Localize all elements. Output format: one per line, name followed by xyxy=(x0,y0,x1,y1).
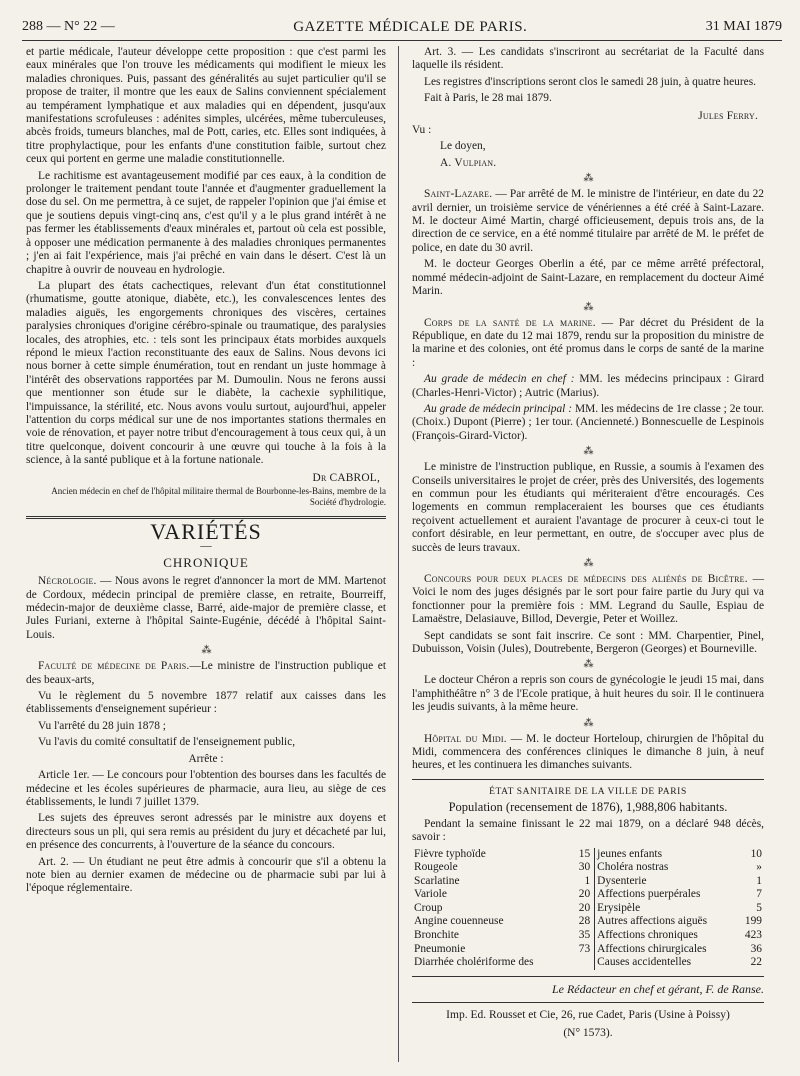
issue-number: (N° 1573). xyxy=(563,1026,613,1039)
mortality-count: 73 xyxy=(578,942,591,955)
mortality-count: 423 xyxy=(744,929,762,942)
concours-text: — Voici le nom des juges désignés par le sort pour faire partie du Jury qui va fonctionner pour la première fois : MM. Legrand du Saulle, Espiau de Lamaëstre, Delasiauve, Billod, Devergie, Peter et Woillez. xyxy=(412,573,764,626)
mortality-count: 15 xyxy=(578,847,591,860)
issue-date: 31 MAI 1879 xyxy=(705,19,782,34)
mortality-count: 10 xyxy=(750,847,762,860)
separator-stars: ⁂ xyxy=(583,659,593,671)
grade-paragraph xyxy=(412,403,764,443)
mortality-cause: Diarrhée cholériforme des xyxy=(414,956,534,969)
mortality-count: 199 xyxy=(744,915,762,928)
column-divider xyxy=(398,46,399,1062)
mortality-cause: Pneumonie xyxy=(414,942,466,955)
mortality-cause: Autres affections aiguës xyxy=(597,915,708,928)
mortality-table xyxy=(412,848,764,970)
mortality-cause: Affections chirurgicales xyxy=(597,942,707,955)
cheron-paragraph: Le docteur Chéron a repris son cours de gynécologie le jeudi 15 mai, dans l'amphithéâtre n° 3 de l'Ecole pratique, à huit heures du soir. Il le continuera les jeudis suivants, à la même heure. xyxy=(412,674,764,714)
mortality-row xyxy=(412,888,764,902)
fait-a-paris: Fait à Paris, le 28 mai 1879. xyxy=(424,92,552,105)
section-rule xyxy=(412,976,764,977)
saint-lazare-paragraph xyxy=(412,188,764,255)
article-paragraph: Le rachitisme est avantageusement modifié par ces eaux, à la condition de prolonger le traitement pendant toute l'année et d'augmenter graduellement la dose du sel. On me permettra, à ce sujet, de rappeler l'opinion que j'ai émise et que je soutiens depuis vingt-cinq ans, c'est qu'il y a le plus grand intérêt à ne pas fermer les établissements d'eaux minérales et, partout où cela est possible, à opposer une médication permanente à des maladies chroniques permanentes ; j'en ai fait l'expérience, mais j'ai prêché en vain dans le désert. C'est là un chapitre à ouvrir de nouveau en hydrologie. xyxy=(26,169,386,276)
page-number: 288 — N° 22 — xyxy=(22,19,115,34)
mortality-row xyxy=(412,915,764,929)
grade-paragraph xyxy=(412,373,764,400)
vu-line: Vu l'arrêté du 28 juin 1878 ; xyxy=(38,719,166,732)
candidats-paragraph: Sept candidats se sont fait inscrire. Ce sont : MM. Charpentier, Pinel, Dubuisson, Voisin (Jules), Doutrebente, Bergeron (Georges) et Bourneville. xyxy=(412,629,764,656)
mortality-count: 35 xyxy=(578,929,591,942)
mortality-row xyxy=(412,902,764,916)
page-header xyxy=(22,14,782,41)
mortality-count: » xyxy=(756,861,762,874)
section-subtitle-chronique: CHRONIQUE xyxy=(163,554,249,570)
section-rule xyxy=(412,779,764,780)
mortality-count: 5 xyxy=(756,901,762,914)
midi-text: — M. le docteur Horteloup, chirurgien de l'hôpital du Midi, commencera des conférences cliniques le dimanche 8 juin, à neuf heures, et les continuera les dimanches suivants. xyxy=(412,732,764,772)
grade-text: MM. les médecins principaux : Girard (Charles-Henri-Victor) ; Autric (Marius). xyxy=(412,373,764,399)
vu-label: Vu : xyxy=(412,124,432,137)
mortality-cause: Affections puerpérales xyxy=(597,888,701,901)
mortality-cause: Dysenterie xyxy=(597,874,647,887)
section-rule xyxy=(412,1002,764,1003)
vu-line: Vu l'avis du comité consultatif de l'enseignement public, xyxy=(38,736,296,749)
faculte-text: —Le ministre de l'instruction publique et des beaux-arts, xyxy=(26,660,386,686)
mortality-cause: jeunes enfants xyxy=(597,847,663,860)
mortality-count: 30 xyxy=(578,861,591,874)
mortality-count: 1 xyxy=(756,874,762,887)
marine-text: — Par décret du Président de la République, en date du 12 mai 1879, rendu sur la proposition du ministre de la marine et des colonies, ont été promus dans le corps de santé de la marine : xyxy=(412,316,764,369)
mortality-cause: Affections chroniques xyxy=(597,929,698,942)
concours-paragraph xyxy=(412,573,764,627)
necrologie-paragraph xyxy=(26,575,386,642)
editor-line: Le Rédacteur en chef et gérant, F. de Ranse. xyxy=(551,981,764,996)
author-signature: Dr CABROL, xyxy=(312,471,380,484)
mortality-row xyxy=(412,875,764,889)
marine-label: Corps de la santé de la marine. xyxy=(424,316,596,329)
necrologie-text: — Nous avons le regret d'annoncer la mort de MM. Martenot de Cordoux, médecin principal de première classe, en retraite, Bourreiff, médecin-major de deuxième classe, Barré, aide-major de première classe, et Jules Furiani, externe à l'hôpital Sainte-Eugénie, décédé à l'hôpital Saint-Louis. xyxy=(26,575,386,641)
mortality-count: 20 xyxy=(578,888,591,901)
midi-label: Hôpital du Midi. xyxy=(424,732,507,745)
separator-stars: ⁂ xyxy=(583,301,593,313)
article-clause: Article 1er. — Le concours pour l'obtention des bourses dans les facultés de médecine et les écoles supérieures de pharmacie, aura lieu, au siège de ces établissements, le lundi 7 juillet 1379. xyxy=(26,769,386,808)
article-clause: Art. 2. — Un étudiant ne peut être admis à concourir que s'il a obtenu la note bien au dernier examen de médecine ou de pharmacie subi par lui à l'époque réglementaire. xyxy=(26,855,386,895)
mortality-row xyxy=(412,929,764,943)
etat-sanitaire-title: ÉTAT SANITAIRE DE LA VILLE DE PARIS xyxy=(489,786,687,797)
grade-text: MM. les médecins de 1re classe ; 2e tour. (Choix.) Dupont (Pierre) ; 1er tour. (Ancienneté.) Bonnescuelle de Lespinois (François-Girard-Victor). xyxy=(412,402,764,442)
mortality-row xyxy=(412,848,764,862)
separator-stars: ⁂ xyxy=(583,558,593,569)
mortality-cause: Choléra nostras xyxy=(597,861,669,874)
vu-line: Vu le règlement du 5 novembre 1877 relatif aux caisses dans les établissements d'enseignement supérieur : xyxy=(26,690,386,716)
mortality-row xyxy=(412,943,764,957)
mortality-count: 20 xyxy=(578,901,591,914)
article-paragraph: La plupart des états cachectiques, relevant d'un état constitutionnel (rhumatisme, goutte atonique, diabète, etc.), les convalescences lentes des maladies aiguës, les engorgements chroniques des viscères, certaines paralysies chroniques d'origine cérébro-spinale ou traumatique, des paralysies locales, des atrophies, etc. : tels sont les principaux états morbides auxquels répond le mieux l'action reconstituante des eaux de Salins. Nous devons ici nous borner à cette simple énumération, tout en rendant un juste hommage à l'intérêt des observations rapportées par M. Dumoulin. Nous ne ferons aussi que mentionner son étude sur le diabète, la cachexie syphilitique, l'impuissance, la stérilité, etc. Nous avons voulu surtout, aujourd'hui, appeler l'attention du corps médical sur une de nos importantes stations thermales en voie de rénovation, et payer notre tribut d'encouragement à tous ceux qui, à un titre quelconque, doivent concourir à une œuvre qui touche à la fois à la science, à la santé publique et à la fortune nationale. xyxy=(26,279,386,467)
grade-label: Au grade de médecin principal : xyxy=(424,402,573,415)
separator-stars: ⁂ xyxy=(201,645,211,657)
mortality-cause: Croup xyxy=(414,901,443,914)
journal-title: GAZETTE MÉDICALE DE PARIS. xyxy=(293,18,528,35)
necrologie-label: Nécrologie. xyxy=(38,575,97,588)
concours-label: Concours pour deux places de médecins des aliénés de Bicêtre. xyxy=(424,573,748,585)
saint-lazare-label: Saint-Lazare. xyxy=(424,188,493,201)
mortality-cause: Rougeole xyxy=(414,861,458,874)
author-credentials: Ancien médecin en chef de l'hôpital militaire thermal de Bourbonne-les-Bains, membre de la Société d'hydrologie. xyxy=(51,486,386,507)
mortality-count: 7 xyxy=(756,888,762,901)
mortality-row xyxy=(412,956,764,970)
mortality-count xyxy=(558,956,592,970)
doyen-label: Le doyen, xyxy=(440,140,486,153)
mortality-cause: Erysipèle xyxy=(597,901,641,914)
left-column xyxy=(26,46,386,1066)
mortality-cause: Scarlatine xyxy=(414,874,460,887)
russie-paragraph: Le ministre de l'instruction publique, en Russie, a soumis à l'examen des Conseils universitaires le projet de créer, près des Universités, des logements en commun pour les étudiants qui mériteraient d'être encouragés. Ces logements en commun remplaceraient les bourses que ces étudiants reçoivent actuellement et auraient l'avantage de procurer à ceux-ci tout le confort désirable, en leur permettant, en outre, de s'occuper avec plus de succès de leurs travaux. xyxy=(412,461,764,554)
mortality-cause: Bronchite xyxy=(414,929,459,942)
mortality-cause: Fièvre typhoïde xyxy=(414,847,486,860)
registres-text: Les registres d'inscriptions seront clos le samedi 28 juin, à quatre heures. xyxy=(424,75,756,88)
oberlin-paragraph: M. le docteur Georges Oberlin a été, par ce même arrêté préfectoral, nommé médecin-adjoint de Saint-Lazare, en remplacement du docteur Aimé Marin. xyxy=(412,258,764,298)
right-column xyxy=(412,46,764,1066)
mortality-count: 36 xyxy=(750,942,762,955)
faculte-label: Faculté de médecine de Paris. xyxy=(38,660,190,673)
printer-imprint: Imp. Ed. Rousset et Cie, 26, rue Cadet, Paris (Usine à Poissy) xyxy=(446,1009,730,1022)
article-paragraph: et partie médicale, l'auteur développe cette proposition : que c'est parmi les eaux minérales que l'on trouve les médicaments qui modifient le mieux les maladies chroniques. Puis, passant des généralités au sujet particulier qu'il se propose de traiter, il montre que les eaux de Salins conviennent spécialement au tempérament lymphatique et aux maladies qui en dépendent, jusqu'aux manifestations scrofuleuses : adénites simples, ulcérées, même tuberculeuses, abcès froids, tumeurs blanches, mal de Pott, caries, etc. Elles sont indiquées, à titre prophylactique, pour les enfants d'une constitution faible, surtout chez ceux qui portent en germe une maladie constitutionnelle. xyxy=(26,46,386,166)
population-line: Population (recensement de 1876), 1,988,806 habitants. xyxy=(448,800,728,815)
separator-stars: ⁂ xyxy=(583,173,593,185)
mortality-count: 1 xyxy=(584,874,591,887)
mortality-count: 22 xyxy=(750,956,762,969)
title-dash: — xyxy=(200,540,212,553)
marine-paragraph xyxy=(412,317,764,371)
mortality-row xyxy=(412,861,764,875)
midi-paragraph xyxy=(412,733,764,773)
faculte-paragraph xyxy=(26,660,386,687)
article-clause: Art. 3. — Les candidats s'inscriront au secrétariat de la Faculté dans laquelle ils résident. xyxy=(412,46,764,72)
mortality-cause: Causes accidentelles xyxy=(597,956,692,969)
mortality-cause: Angine couenneuse xyxy=(414,915,504,928)
mortality-count: 28 xyxy=(578,915,591,928)
section-title-varietes: VARIÉTÉS xyxy=(150,519,262,544)
grade-label: Au grade de médecin en chef : xyxy=(424,373,575,386)
ferry-signature: Jules Ferry. xyxy=(698,109,758,122)
saint-lazare-text: — Par arrêté de M. le ministre de l'intérieur, en date du 22 avril dernier, un troisième service de vénériennes a été créé à Saint-Lazare. M. le docteur Aimé Martin, chargé officieusement, depuis trois ans, de la direction de ce service, en a été nommé titulaire par arrêté de M. le préfet de police, en date du 30 avril. xyxy=(412,188,764,254)
mortality-cause: Variole xyxy=(414,888,447,901)
vulpian-signature: A. Vulpian. xyxy=(440,156,497,169)
separator-stars: ⁂ xyxy=(583,446,593,458)
article-clause: Les sujets des épreuves seront adressés par le ministre aux doyens et directeurs sous un pli, qui sera remis au président du jury et décacheté par lui, en présence des concurrents, à l'ouverture de la séance du concours. xyxy=(26,812,386,852)
separator-stars: ⁂ xyxy=(583,717,593,729)
arrete-heading: Arrête : xyxy=(188,752,224,765)
semaine-paragraph: Pendant la semaine finissant le 22 mai 1879, on a déclaré 948 décès, savoir : xyxy=(412,817,764,844)
